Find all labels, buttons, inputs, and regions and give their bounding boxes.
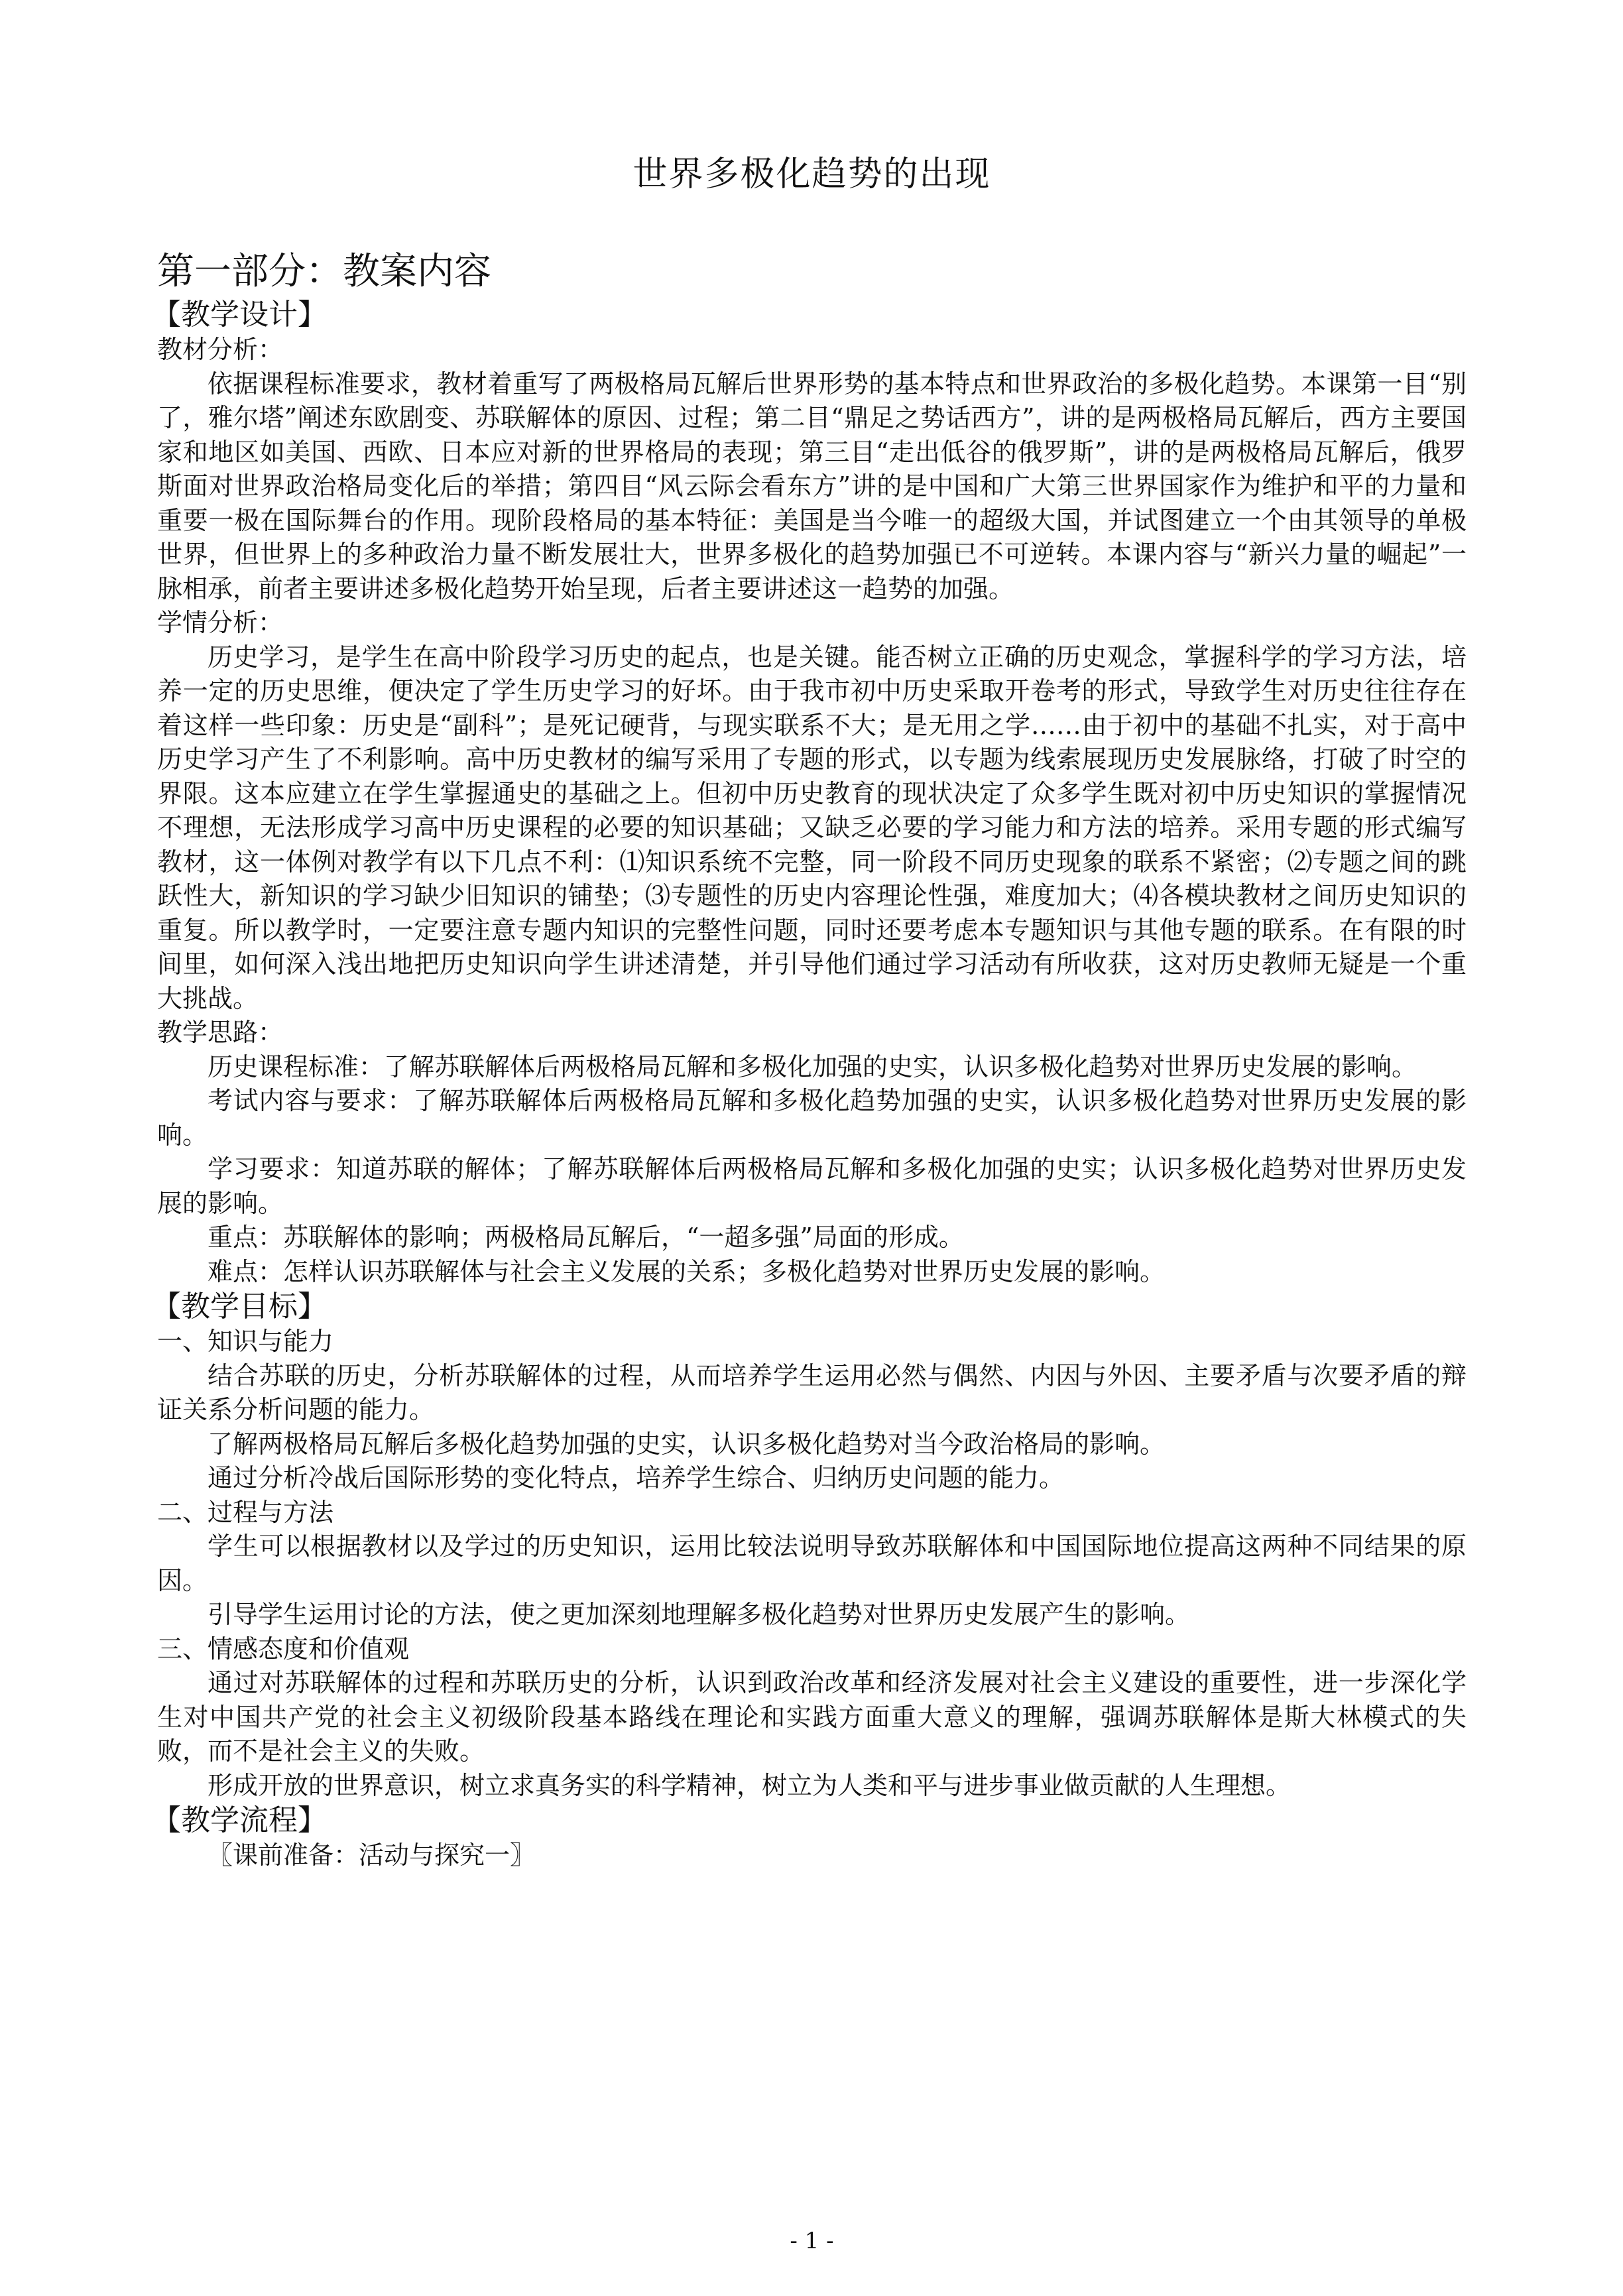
approach-key-points: 重点：苏联解体的影响；两极格局瓦解后，“一超多强”局面的形成。 [208, 1223, 964, 1252]
knowledge-item: 通过分析冷战后国际形势的变化特点，培养学生综合、归纳历史问题的能力。 [208, 1463, 1065, 1492]
knowledge-item: 了解两极格局瓦解后多极化趋势加强的史实，认识多极化趋势对当今政治格局的影响。 [208, 1429, 1166, 1459]
approach-learning-requirements: 学习要求：知道苏联的解体；了解苏联解体后两极格局瓦解和多极化加强的史实；认识多极化趋势对世界历史发展的影响。 [157, 1154, 1467, 1218]
knowledge-ability-label: 一、知识与能力 [157, 1327, 334, 1356]
approach-curriculum-standard: 历史课程标准：了解苏联解体后两极格局瓦解和多极化加强的史实，认识多极化趋势对世界历史发展的影响。 [208, 1052, 1417, 1081]
student-analysis-label: 学情分析： [157, 608, 284, 637]
approach-difficulties: 难点：怎样认识苏联解体与社会主义发展的关系；多极化趋势对世界历史发展的影响。 [208, 1256, 1166, 1286]
process-method-label: 二、过程与方法 [157, 1497, 334, 1527]
emotion-values-label: 三、情感态度和价值观 [157, 1634, 410, 1663]
teaching-flow-heading: 【教学流程】 [152, 1803, 327, 1837]
approach-exam-requirements: 考试内容与要求：了解苏联解体后两极格局瓦解和多极化趋势加强的史实，认识多极化趋势对世界历史发展的影响。 [157, 1086, 1467, 1150]
teaching-approach-label: 教学思路： [157, 1018, 284, 1047]
teaching-design-heading: 【教学设计】 [152, 298, 327, 332]
part-title: 第一部分：教案内容 [157, 250, 491, 293]
teaching-goals-heading: 【教学目标】 [152, 1290, 327, 1323]
material-analysis-paragraph: 依据课程标准要求，教材着重写了两极格局瓦解后世界形势的基本特点和世界政治的多极化趋势。本课第一目“别了，雅尔塔”阐述东欧剧变、苏联解体的原因、过程；第二目“鼎足之势话西方”，讲的是两极格局瓦解后，西方主要国家和地区如美国、西欧、日本应对新的世界格局的表现；第三目“走出低谷的俄罗斯”，讲的是两极格局瓦解后，俄罗斯面对世界政治格局变化后的举措；第四目“风云际会看东方”讲的是中国和广大第三世界国家作为维护和平的力量和重要一极在国际舞台的作用。现阶段格局的基本特征：美国是当今唯一的超级大国，并试图建立一个由其领导的单极世界，但世界上的多种政治力量不断发展壮大，世界多极化的趋势加强已不可逆转。本课内容与“新兴力量的崛起”一脉相承，前者主要讲述多极化趋势开始呈现，后者主要讲述这一趋势的加强。 [157, 369, 1467, 603]
emotion-item: 形成开放的世界意识，树立求真务实的科学精神，树立为人类和平与进步事业做贡献的人生理想。 [208, 1770, 1292, 1800]
knowledge-item: 结合苏联的历史，分析苏联解体的过程，从而培养学生运用必然与偶然、内因与外因、主要矛盾与次要矛盾的辩证关系分析问题的能力。 [157, 1360, 1467, 1424]
document-title: 世界多极化趋势的出现 [632, 154, 991, 194]
process-item: 学生可以根据教材以及学过的历史知识，运用比较法说明导致苏联解体和中国国际地位提高这两种不同结果的原因。 [157, 1532, 1467, 1595]
material-analysis-label: 教材分析： [157, 335, 284, 364]
process-item: 引导学生运用讨论的方法，使之更加深刻地理解多极化趋势对世界历史发展产生的影响。 [208, 1600, 1191, 1629]
emotion-item: 通过对苏联解体的过程和苏联历史的分析，认识到政治改革和经济发展对社会主义建设的重要性，进一步深化学生对中国共产党的社会主义初级阶段基本路线在理论和实践方面重大意义的理解，强调苏联解体是斯大林模式的失败，而不是社会主义的失败。 [157, 1668, 1467, 1766]
document-page [152, 0, 1467, 2296]
student-analysis-paragraph: 历史学习，是学生在高中阶段学习历史的起点，也是关键。能否树立正确的历史观念，掌握科学的学习方法，培养一定的历史思维，便决定了学生历史学习的好坏。由于我市初中历史采取开卷考的形式，导致学生对历史往往存在着这样一些印象：历史是“副科”；是死记硬背，与现实联系不大；是无用之学……由于初中的基础不扎实，对于高中历史学习产生了不利影响。高中历史教材的编写采用了专题的形式，以专题为线索展现历史发展脉络，打破了时空的界限。这本应建立在学生掌握通史的基础之上。但初中历史教育的现状决定了众多学生既对初中历史知识的掌握情况不理想，无法形成学习高中历史课程的必要的知识基础；又缺乏必要的学习能力和方法的培养。采用专题的形式编写教材，这一体例对教学有以下几点不利：⑴知识系统不完整，同一阶段不同历史现象的联系不紧密；⑵专题之间的跳跃性大，新知识的学习缺少旧知识的铺垫；⑶专题性的历史内容理论性强，难度加大；⑷各模块教材之间历史知识的重复。所以教学时，一定要注意专题内知识的完整性问题，同时还要考虑本专题知识与其他专题的联系。在有限的时间里，如何深入浅出地把历史知识向学生讲述清楚，并引导他们通过学习活动有所收获，这对历史教师无疑是一个重大挑战。 [157, 642, 1467, 1013]
document-body [152, 297, 1467, 1873]
pre-class-preparation: 〖课前准备：活动与探究一〗 [208, 1841, 536, 1870]
page-number: - 1 - [790, 2228, 834, 2254]
